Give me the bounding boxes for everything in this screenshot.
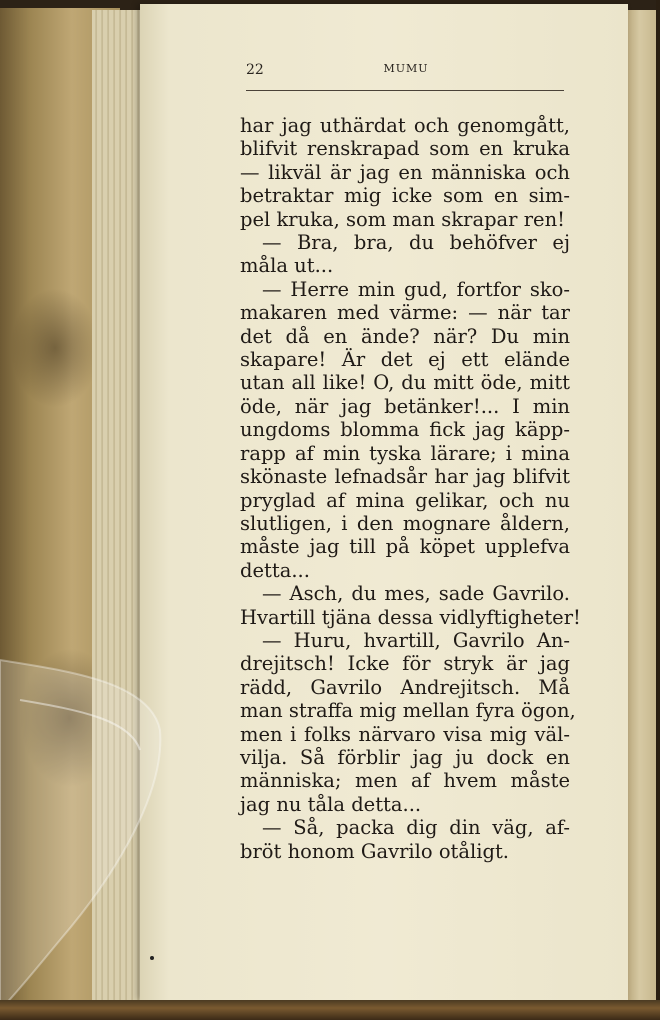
text-line: har jag uthärdat och genomgått, bbox=[240, 114, 570, 137]
running-title: MUMU bbox=[383, 62, 429, 75]
text-line: man straffa mig mellan fyra ögon, bbox=[240, 699, 576, 723]
text-line: måla ut... bbox=[240, 254, 334, 278]
text-line: detta... bbox=[240, 558, 310, 582]
text-line: utan all like! O, du mitt öde, mitt bbox=[240, 371, 570, 395]
page-number: 22 bbox=[246, 62, 264, 78]
text-line: pryglad af mina gelikar, och nu bbox=[240, 488, 570, 512]
text-line: men i folks närvaro visa mig väl- bbox=[240, 722, 570, 746]
text-line: slutligen, i den mognare åldern, bbox=[240, 511, 570, 535]
body-text bbox=[240, 114, 581, 863]
text-line: — Herre min gud, fortfor sko- bbox=[262, 277, 570, 301]
background-edge bbox=[656, 0, 660, 1020]
text-line: människa; men af hvem måste bbox=[240, 769, 570, 793]
text-line: — Asch, du mes, sade Gavrilo. bbox=[262, 582, 570, 606]
cover-stain bbox=[10, 288, 100, 408]
text-line: betraktar mig icke som en sim- bbox=[240, 184, 570, 208]
text-line: det då en ände? när? Du min bbox=[240, 324, 570, 348]
table-surface bbox=[0, 1000, 660, 1020]
text-line: drejitsch! Icke för stryk är jag bbox=[240, 652, 570, 676]
text-line: ungdoms blomma fick jag käpp- bbox=[240, 418, 570, 442]
text-line: rädd, Gavrilo Andrejitsch. Må bbox=[240, 675, 570, 699]
text-line: jag nu tåla detta... bbox=[240, 792, 422, 816]
text-line: — Bra, bra, du behöfver ej bbox=[262, 231, 570, 255]
page-header bbox=[246, 62, 566, 84]
text-line: — Så, packa dig din väg, af- bbox=[262, 816, 570, 840]
next-page-edge bbox=[626, 10, 660, 1010]
text-line: blifvit renskrapad som en kruka bbox=[240, 137, 570, 161]
text-line: skönaste lefnadsår har jag blifvit bbox=[240, 465, 570, 489]
text-line: bröt honom Gavrilo otåligt. bbox=[240, 839, 510, 863]
text-line: vilja. Så förblir jag ju dock en bbox=[240, 745, 570, 769]
text-line: — Huru, hvartill, Gavrilo An- bbox=[262, 628, 570, 652]
text-line: makaren med värme: — när tar bbox=[240, 301, 570, 325]
text-line: rapp af min tyska lärare; i mina bbox=[240, 441, 570, 465]
text-line: pel kruka, som man skrapar ren! bbox=[240, 207, 565, 231]
glass-reflection bbox=[0, 640, 200, 1020]
text-line: måste jag till på köpet upplefva bbox=[240, 535, 570, 559]
text-line: skapare! Är det ej ett elände bbox=[240, 348, 570, 372]
text-line: Hvartill tjäna dessa vidlyftigheter! bbox=[240, 605, 581, 629]
text-line: — likväl är jag en människa och bbox=[240, 160, 570, 184]
header-rule bbox=[246, 90, 564, 91]
text-line: öde, när jag betänker!... I min bbox=[240, 394, 570, 418]
